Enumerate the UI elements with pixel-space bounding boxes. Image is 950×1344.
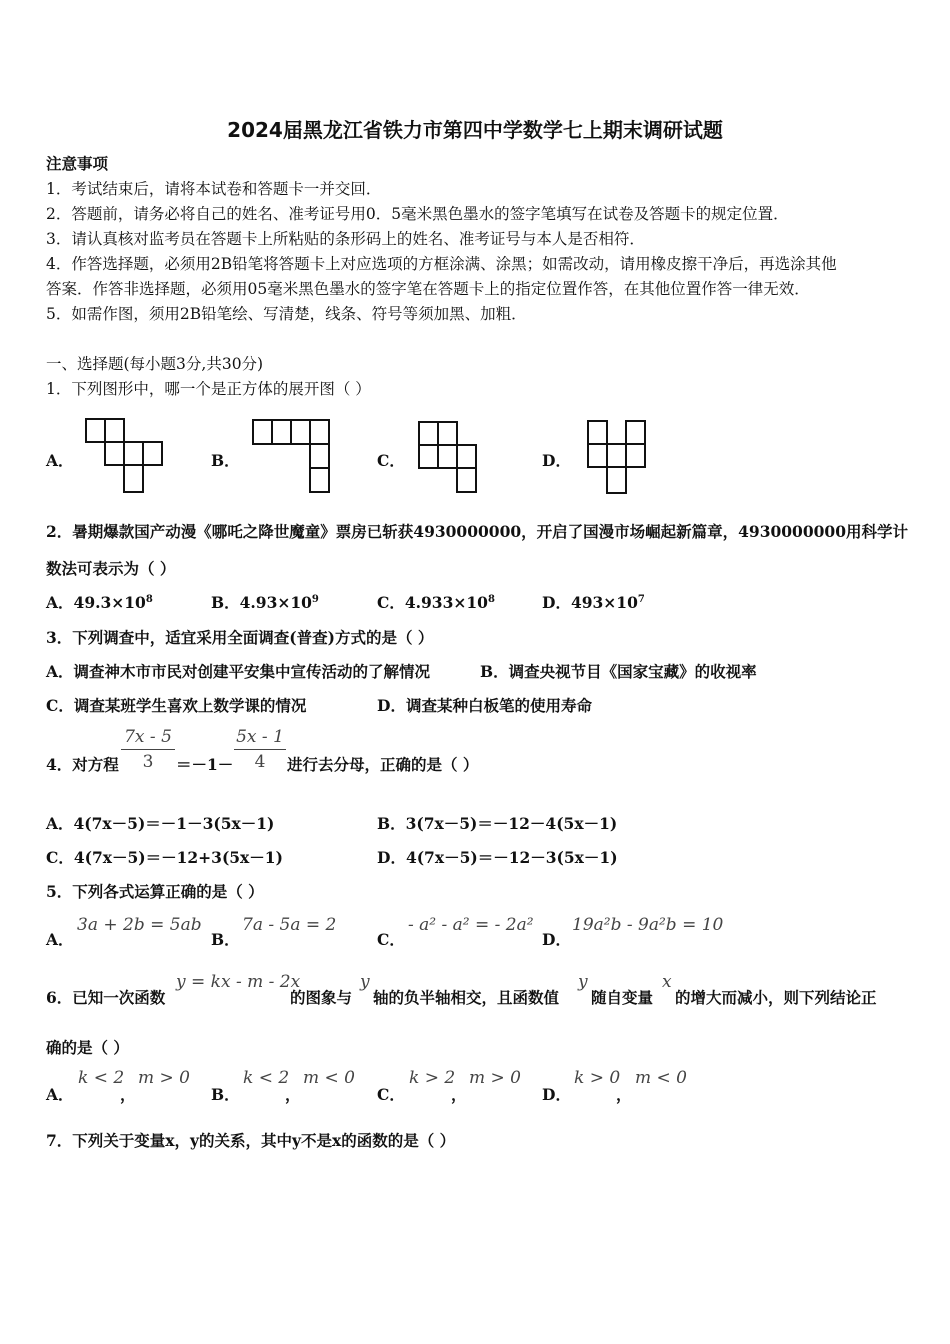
option-label-c: C． [377, 451, 405, 470]
q6-cond-k: k > 0 [574, 1068, 621, 1088]
q6-comma: ， [616, 1085, 632, 1104]
q6-cond-k: k > 2 [409, 1068, 456, 1088]
q6-text-4: 的增大而减小，则下列结论正 [675, 988, 877, 1007]
q6-text-1: 的图象与 [290, 988, 353, 1007]
notice-heading: 注意事项 [46, 154, 109, 173]
question-5-stem: 5．下列各式运算正确的是（ ） [46, 882, 264, 901]
q5-expr-a: 3a + 2b = 5ab [77, 915, 202, 935]
fraction-1-numerator: 7x - 5 [121, 727, 175, 750]
section-heading: 一、选择题(每小题3分,共30分) [46, 355, 264, 373]
q4-option-c: C．4(7x－5)＝－12+3(5x－1) [46, 848, 283, 867]
q4-option-b: B．3(7x－5)＝－12－4(5x－1) [377, 814, 618, 833]
q6-var-y: y [578, 972, 588, 992]
q3-option-b: B．调查央视节目《国家宝藏》的收视率 [480, 662, 757, 681]
q5-label-b: B． [211, 930, 240, 949]
q6-cond-m: m < 0 [635, 1068, 687, 1088]
option-label-a: A． [46, 451, 74, 470]
q2-option-c: C．$4.933\times 10^8$ [377, 593, 495, 612]
q3-option-a: A．调查神木市市民对创建平安集中宣传活动的了解情况 [46, 662, 431, 681]
notice-item: 1．考试结束后，请将本试卷和答题卡一并交回． [46, 180, 382, 198]
question-7-stem: 7．下列关于变量x，y的关系，其中y不是x的函数的是（ ） [46, 1131, 456, 1150]
notice-item: 5．如需作图，须用2B铅笔绘、写清楚，线条、符号等须加黑、加粗． [46, 305, 527, 323]
cube-net-a [84, 417, 166, 497]
question-6-lead: 6．已知一次函数 [46, 988, 166, 1007]
q6-comma: ， [285, 1085, 301, 1104]
q6-label-b: B． [211, 1085, 240, 1104]
q6-comma: ， [451, 1085, 467, 1104]
q6-cond-m: m > 0 [138, 1068, 190, 1088]
cube-net-d [586, 419, 650, 497]
fraction-2-denominator: 4 [254, 752, 266, 772]
question-3-stem: 3．下列调查中，适宜采用全面调查(普查)方式的是（ ） [46, 628, 434, 647]
question-6-stem-cont: 确的是（ ） [46, 1038, 129, 1057]
q4-option-a: A．4(7x－5)＝－1－3(5x－1) [46, 814, 275, 833]
question-2-stem: 2．暑期爆款国产动漫《哪吒之降世魔童》票房已斩获4930000000，开启了国漫市场崛起新篇章，4930000000用科学计 [46, 522, 908, 541]
q2-option-d: D．$493\times 10^7$ [542, 593, 645, 612]
q6-cond-k: k < 2 [243, 1068, 290, 1088]
notice-item: 4．作答选择题，必须用2B铅笔将答题卡上对应选项的方框涂满、涂黑；如需改动，请用橡皮擦干净后，再选涂其他 [46, 255, 837, 273]
question-4-lead: 4．对方程 [46, 755, 119, 774]
question-1-stem: 1．下列图形中，哪一个是正方体的展开图（ ） [46, 380, 371, 398]
q6-cond-m: m < 0 [303, 1068, 355, 1088]
option-label-d: D． [542, 451, 571, 470]
q5-expr-c: - a² - a² = - 2a² [408, 915, 534, 935]
q6-label-d: D． [542, 1085, 571, 1104]
q3-option-d: D．调查某种白板笔的使用寿命 [377, 696, 592, 715]
q6-comma: ， [120, 1085, 136, 1104]
fraction-1 [121, 727, 175, 772]
q3-option-c: C．调查某班学生喜欢上数学课的情况 [46, 696, 307, 715]
q2-option-b: B．$4.93\times 10^9$ [211, 593, 319, 612]
fraction-2 [234, 727, 286, 772]
fraction-1-denominator: 3 [142, 752, 154, 772]
q6-var-y: y [360, 972, 370, 992]
q6-cond-k: k < 2 [78, 1068, 125, 1088]
page-title: 2024届黑龙江省铁力市第四中学数学七上期末调研试题 [227, 118, 723, 142]
q5-label-a: A． [46, 930, 74, 949]
q6-cond-m: m > 0 [469, 1068, 521, 1088]
notice-item: 3．请认真核对监考员在答题卡上所粘贴的条形码上的姓名、准考证号与本人是否相符． [46, 230, 645, 248]
q4-option-d: D．4(7x－5)＝－12－3(5x－1) [377, 848, 618, 867]
q6-label-a: A． [46, 1085, 74, 1104]
q2-option-a: A．$49.3\times 10^8$ [46, 593, 153, 612]
option-label-b: B． [211, 451, 240, 470]
q5-expr-d: 19a²b - 9a²b = 10 [572, 915, 724, 935]
q5-label-c: C． [377, 930, 405, 949]
q6-text-3: 随自变量 [591, 988, 654, 1007]
q6-label-c: C． [377, 1085, 405, 1104]
q5-expr-b: 7a - 5a = 2 [242, 915, 337, 935]
cube-net-b [251, 418, 331, 496]
q6-var-x: x [662, 972, 672, 992]
cube-net-c [417, 420, 479, 496]
notice-item: 2．答题前，请务必将自己的姓名、准考证号用0．5毫米黑色墨水的签字笔填写在试卷及答题卡的规定位置． [46, 205, 789, 223]
question-2-stem-cont: 数法可表示为（ ） [46, 559, 176, 578]
q6-text-2: 轴的负半轴相交，且函数值 [373, 988, 560, 1007]
notice-item: 答案．作答非选择题，必须用05毫米黑色墨水的签字笔在答题卡上的指定位置作答，在其他位置作答一律无效． [46, 280, 810, 298]
q6-function: y = kx - m - 2x [176, 972, 301, 992]
fraction-2-numerator: 5x - 1 [234, 727, 286, 750]
question-4-mid: ＝－1－ [176, 755, 234, 774]
question-4-tail: 进行去分母，正确的是（ ） [287, 755, 479, 774]
q5-label-d: D． [542, 930, 571, 949]
